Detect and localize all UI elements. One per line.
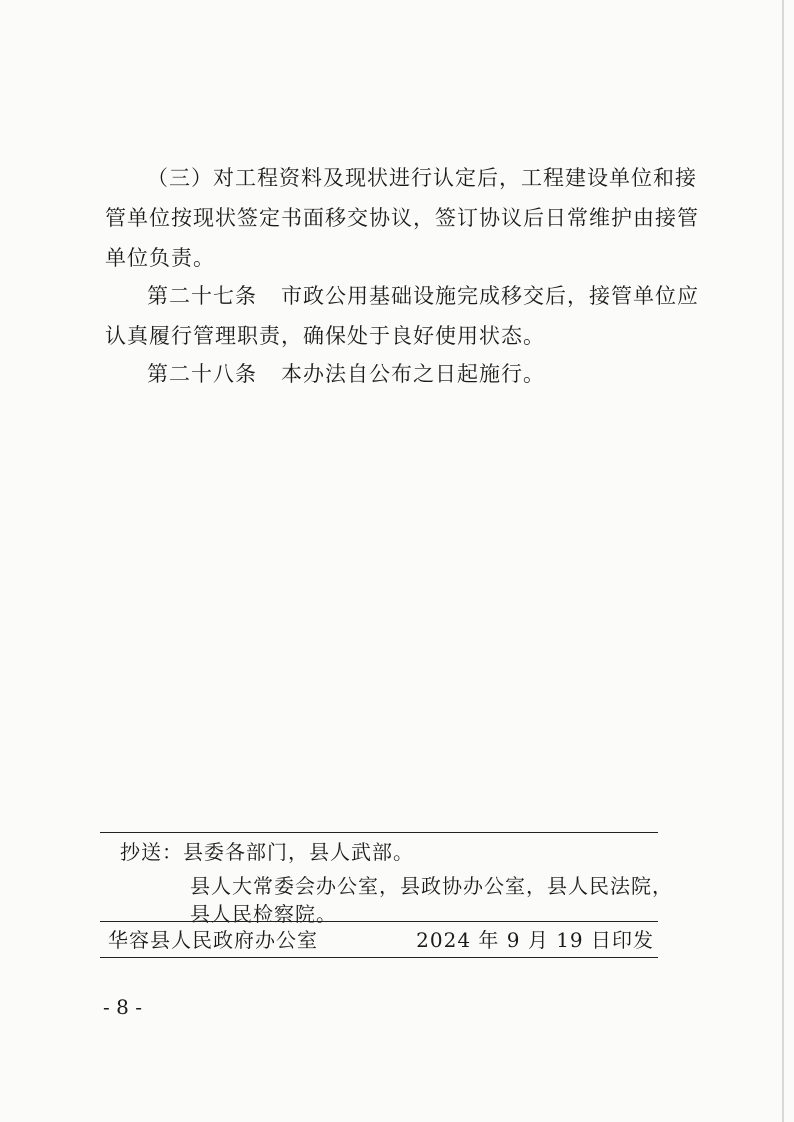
issue-date: 2024 年 9 月 19 日印发 (416, 928, 654, 952)
article-text: 市政公用基础设施完成移交后，接管单位应 (281, 284, 699, 308)
paragraph-line: （三）对工程资料及现状进行认定后，工程建设单位和接 (147, 166, 697, 190)
article-number: 第二十八条 (147, 362, 257, 386)
paragraph-line: 管单位按现状签定书面移交协议，签订协议后日常维护由接管 (105, 206, 699, 230)
paragraph-line (105, 276, 699, 316)
cc-recipients-line: 县人民检察院。 (190, 902, 337, 926)
paragraph-line (105, 354, 665, 394)
paragraph-line: 单位负责。 (105, 246, 215, 270)
article-28 (105, 354, 665, 394)
article-text: 本办法自公布之日起施行。 (281, 362, 545, 386)
cc-recipients: 县委各部门，县人武部。 (183, 840, 414, 864)
paragraph-line: 认真履行管理职责，确保处于良好使用状态。 (105, 324, 545, 348)
article-number: 第二十七条 (147, 284, 257, 308)
issuer-bottom-rule (100, 957, 658, 958)
page-edge-shadow (782, 0, 784, 1122)
article-27 (105, 276, 699, 356)
paragraph-transfer-agreement (105, 158, 699, 278)
page-number: - 8 - (103, 995, 142, 1019)
issuing-office: 华容县人民政府办公室 (108, 928, 318, 952)
cc-recipients-line: 县人大常委会办公室，县政协办公室，县人民法院， (190, 874, 673, 898)
cc-top-rule (100, 832, 658, 833)
issuer-top-rule (100, 921, 658, 922)
cc-first-line (120, 835, 414, 869)
cc-label: 抄送： (120, 840, 183, 864)
